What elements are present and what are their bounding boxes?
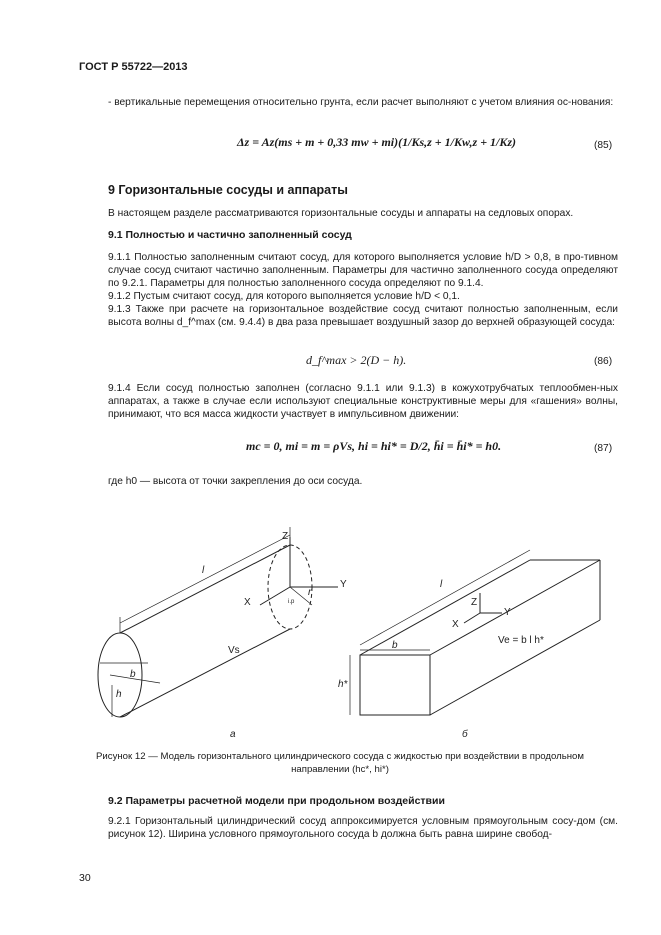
formula-86: d_f^max > 2(D − h). [306,353,407,367]
fig-b-label-y: Y [504,607,511,618]
formula-85: Δz = Az(ms + m + 0,33 mw + mi)(1/Ks,z + 1/Kw,z + 1/Kz) [237,135,517,149]
fig-a-label-x: X [244,597,251,608]
figure-12 [90,505,610,745]
fig-a-label-vs: Vs [228,645,240,656]
document-header: ГОСТ Р 55722—2013 [79,61,188,73]
fig-a-label-ip: i.p [288,599,295,605]
paragraph-9-1-3: 9.1.3 Также при расчете на горизонтальное воздействие сосуд считают полностью заполненным, если высота волны d_f^max (см. 9.4.4) в два раза превышает воздушный зазор до верхней образующей сосуда: [108,304,618,328]
formula-85-number: (85) [594,140,613,151]
fig-a-label-r: r [308,587,312,598]
fig-b-panel-label: б [462,729,468,740]
fig-b-label-b: b [392,640,398,651]
fig-a-panel-label: а [230,729,236,740]
fig-a-label-b: b [130,669,136,680]
rectangular-vessel-drawing [350,550,600,715]
fig-a-label-y: Y [340,579,347,590]
subsection-9-1-title: 9.1 Полностью и частично заполненный сосуд [108,229,352,241]
fig-b-label-h: h* [338,679,348,690]
fig-b-label-ve: Ve = b l h* [498,635,544,646]
paragraph-9-2-1: 9.2.1 Горизонтальный цилиндрический сосуд аппроксимируется условным прямоугольным сосу-дом (см. рисунок 12). Ширина условного прямоугольного сосуда b должна быть равна ширине свобод- [108,816,618,840]
cylinder-drawing [98,527,338,717]
formula-86-number: (86) [594,356,613,367]
paragraph-9-1-2: 9.1.2 Пустым считают сосуд, для которого выполняется условие h/D < 0,1. [108,291,460,302]
fig-a-label-z: Z [282,531,289,542]
fig-b-label-l: l [440,579,443,590]
paragraph-9-1-4: 9.1.4 Если сосуд полностью заполнен (согласно 9.1.1 или 9.1.3) в кожухотрубчатых теплообмен-ных аппаратах, а также в случае если используют специальные конструктивные меры для «гашения» волны, принимают, что вся масса жидкости участвует в импульсивном движении: [108,383,618,420]
intro-paragraph: - вертикальные перемещения относительно грунта, если расчет выполняют с учетом влияния ос-нования: [108,97,614,108]
fig-a-label-h: h [116,689,122,700]
figure-12-caption: Рисунок 12 — Модель горизонтального цилиндрического сосуда с жидкостью при воздействии в продольном направлении (hc*, hi*) [96,751,584,775]
section-9-intro: В настоящем разделе рассматриваются горизонтальные сосуды и аппараты на седловых опорах. [108,208,574,219]
formula-87-number: (87) [594,443,613,454]
subsection-9-2-title: 9.2 Параметры расчетной модели при продольном воздействии [108,795,445,807]
page-number: 30 [79,872,91,884]
where-clause: где h0 — высота от точки закрепления до оси сосуда. [108,476,363,487]
section-9-title: 9 Горизонтальные сосуды и аппараты [108,183,348,197]
fig-b-label-z: Z [471,597,478,608]
fig-b-label-x: X [452,619,459,630]
formula-87: mc = 0, mi = m = ρVs, hi = hi* = D/2, h̄i = h̄i* = h0. [246,439,502,453]
paragraph-9-1-1: 9.1.1 Полностью заполненным считают сосуд, для которого выполняется условие h/D > 0,8, в про-тивном случае сосуд считают частично заполненным. Параметры для частично заполненного сосуда определяют по 9.2.1. Параметры для полностью заполненного сосуда определяют по 9.1.4. [108,252,618,289]
fig-a-label-l: l [202,565,205,576]
